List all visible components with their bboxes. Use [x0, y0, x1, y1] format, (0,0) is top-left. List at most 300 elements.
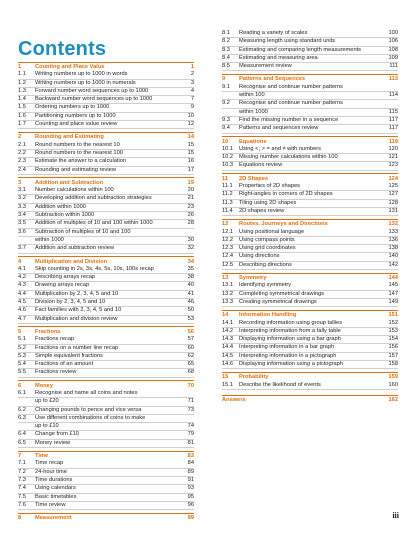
- toc-entry-page: 147: [388, 290, 398, 297]
- toc-section-row[interactable]: [222, 208, 398, 216]
- toc-section-row[interactable]: [222, 38, 398, 46]
- toc-entry-page: 89: [187, 468, 194, 475]
- toc-entry-title: Find the missing number in a sequence: [239, 116, 339, 123]
- toc-section-row[interactable]: [222, 63, 398, 71]
- toc-section-row[interactable]: [18, 187, 194, 195]
- toc-entry-title: Measurement review: [239, 63, 292, 70]
- toc-entry-title: Multiplication by 2, 3, 4, 5 and 10: [35, 290, 119, 297]
- toc-entry-title: Fractions recap: [35, 336, 75, 343]
- toc-entry-title: Rounding and estimating review: [35, 166, 116, 173]
- toc-entry-title: Recognise and name all coins and notes: [35, 389, 138, 396]
- toc-section-row[interactable]: [18, 336, 194, 344]
- toc-chapter-row[interactable]: [18, 380, 194, 390]
- toc-entry-number: 2.3: [18, 158, 26, 165]
- toc-entry-title: Partitioning numbers up to 1000: [35, 112, 116, 119]
- toc-entry-title: Reading a variety of scales: [239, 30, 308, 36]
- toc-entry-page: 35: [187, 265, 194, 272]
- toc-entry-title: Time: [35, 453, 49, 460]
- toc-entry-title: Round numbers to the nearest 10: [35, 141, 120, 148]
- toc-entry-title: Recognise and continue number patterns: [239, 100, 344, 107]
- toc-entry-title: Time review: [35, 501, 66, 508]
- toc-entry-number: 4: [18, 258, 22, 265]
- toc-entry-title: Tiling using 2D shapes: [239, 199, 297, 206]
- toc-entry-number: 4.1: [18, 265, 26, 272]
- toc-entry-title: 2D shapes review: [239, 207, 285, 214]
- toc-section-row[interactable]: [222, 84, 398, 92]
- toc-section-row[interactable]: [18, 282, 194, 290]
- toc-entry-title: Completing symmetrical drawings: [239, 290, 325, 297]
- toc-section-row[interactable]: [222, 229, 398, 237]
- toc-entry-number: 5.2: [18, 344, 26, 351]
- toc-entry-number: 3.1: [18, 187, 26, 194]
- toc-entry-title: Using positional language: [239, 228, 305, 235]
- toc-entry-number: 14: [222, 312, 229, 319]
- toc-entry-page: 28: [187, 220, 194, 227]
- toc-entry-page: 41: [187, 290, 194, 297]
- toc-entry-page: 149: [388, 298, 398, 305]
- toc-entry-title: Skip counting in 2s, 3s, 4s, 5s, 10s, 100s recap: [35, 265, 154, 272]
- toc-entry-number: 5.3: [18, 352, 26, 359]
- toc-section-row[interactable]: [18, 345, 194, 353]
- toc-entry-title: Addition and Subtraction: [35, 179, 103, 186]
- toc-entry-title: Symmetry: [239, 275, 267, 282]
- toc-section-row[interactable]: [222, 92, 398, 100]
- toc-section-row[interactable]: [18, 167, 194, 175]
- toc-section-row[interactable]: [222, 109, 398, 117]
- toc-entry-number: 2.1: [18, 141, 26, 148]
- toc-entry-number: 12.1: [222, 228, 234, 235]
- toc-chapter-row[interactable]: [222, 136, 398, 146]
- toc-entry-page: 113: [388, 76, 398, 83]
- toc-entry-page: 57: [187, 336, 194, 343]
- toc-entry-number: 1.7: [18, 121, 26, 128]
- toc-entry-number: 5.5: [18, 369, 26, 376]
- toc-section-row[interactable]: [18, 158, 194, 166]
- toc-entry-title: Counting and place value review: [35, 121, 118, 128]
- toc-entry-page: 4: [190, 87, 194, 94]
- toc-entry-page: 160: [388, 381, 398, 388]
- toc-section-row[interactable]: [222, 253, 398, 261]
- toc-entry-number: 12: [222, 221, 229, 228]
- toc-section-row[interactable]: [18, 469, 194, 477]
- toc-section-row[interactable]: [222, 191, 398, 199]
- toc-section-row[interactable]: [18, 220, 194, 228]
- toc-chapter-row[interactable]: [222, 74, 398, 84]
- toc-entry-title: Interpreting information from a tally table: [239, 327, 341, 334]
- toc-entry-number: 4.5: [18, 299, 26, 306]
- toc-section-row[interactable]: [18, 502, 194, 510]
- toc-chapter-row[interactable]: [222, 173, 398, 183]
- toc-entry-title: up to £10: [35, 423, 59, 430]
- toc-entry-title: Addition within 1000: [35, 203, 86, 210]
- toc-entry-page: 128: [388, 199, 398, 206]
- toc-entry-title: Fractions review: [35, 369, 77, 376]
- toc-entry-title: Time recap: [35, 460, 64, 467]
- toc-entry-number: 2.2: [18, 149, 26, 156]
- toc-entry-page: 30: [187, 236, 194, 243]
- toc-entry-title: Recognise and continue number patterns: [239, 83, 344, 90]
- toc-entry-number: 5: [18, 328, 22, 335]
- toc-section-row[interactable]: [18, 460, 194, 468]
- toc-entry-page: 119: [388, 138, 398, 145]
- toc-section-row[interactable]: [222, 245, 398, 253]
- toc-entry-title: Fractions: [35, 328, 61, 335]
- toc-entry-title: 2D Shapes: [239, 175, 269, 182]
- toc-section-row[interactable]: [18, 415, 194, 423]
- toc-answers-page: 162: [388, 397, 398, 404]
- toc-entry-title: Simple equivalent fractions: [35, 352, 103, 359]
- toc-entry-page: 117: [388, 116, 398, 123]
- toc-entry-page: 156: [388, 344, 398, 351]
- toc-entry-title: Measuring length using standard units: [239, 38, 336, 45]
- toc-entry-title: Identifying symmetry: [239, 282, 292, 289]
- toc-entry-number: 2.4: [18, 166, 26, 173]
- toc-entry-title: Forward number word sequences up to 1000: [35, 87, 149, 94]
- toc-entry-page: 125: [388, 183, 398, 190]
- toc-chapter-row[interactable]: [18, 326, 194, 336]
- toc-entry-number: 3.4: [18, 212, 26, 219]
- toc-entry-page: 50: [187, 307, 194, 314]
- toc-entry-page: 115: [388, 108, 398, 115]
- toc-entry-number: 6.1: [18, 389, 26, 396]
- toc-entry-number: 11.3: [222, 199, 233, 206]
- toc-section-row[interactable]: [222, 353, 398, 361]
- toc-entry-number: 8: [18, 515, 22, 522]
- toc-entry-page: 19: [187, 179, 194, 186]
- toc-entry-page: 152: [388, 319, 398, 326]
- toc-entry-number: 4.3: [18, 282, 26, 289]
- toc-entry-number: 6.3: [18, 414, 26, 421]
- toc-entry-title: Time durations: [35, 476, 73, 483]
- toc-section-row[interactable]: [222, 262, 398, 270]
- toc-entry-title: Round numbers to the nearest 100: [35, 149, 123, 156]
- toc-entry-number: 4.6: [18, 307, 26, 314]
- toc-entry-page: 60: [187, 344, 194, 351]
- toc-section-row[interactable]: [18, 195, 194, 203]
- toc-section-row[interactable]: [18, 431, 194, 439]
- toc-entry-page: 15: [187, 149, 194, 156]
- toc-section-row[interactable]: [18, 361, 194, 369]
- toc-entry-page: 53: [187, 315, 194, 322]
- toc-entry-page: 1: [190, 64, 194, 70]
- toc-entry-page: 17: [187, 166, 194, 173]
- page-title: Contents: [18, 38, 107, 60]
- toc-entry-title: within 100: [239, 92, 265, 99]
- toc-section-row[interactable]: [18, 407, 194, 415]
- toc-entry-number: 8.1: [222, 30, 230, 36]
- toc-section-row[interactable]: [222, 154, 398, 162]
- toc-entry-number: 14.4: [222, 344, 234, 351]
- toc-entry-number: 12.3: [222, 245, 234, 252]
- toc-entry-title: Estimating and measuring area: [239, 54, 318, 61]
- toc-entry-title: Addition of multiples of 10 and 100 within 1000: [35, 220, 153, 227]
- toc-entry-number: 10.3: [222, 162, 234, 169]
- toc-section-row[interactable]: [18, 266, 194, 274]
- toc-entry-title: Patterns and Sequences: [239, 76, 306, 83]
- toc-entry-page: 117: [388, 125, 398, 132]
- toc-chapter-row[interactable]: [18, 451, 194, 461]
- toc-entry-page: 114: [388, 92, 398, 99]
- toc-entry-number: 7.4: [18, 485, 26, 492]
- toc-entry-page: 124: [388, 175, 398, 182]
- toc-entry-page: 46: [187, 299, 194, 306]
- toc-section-row[interactable]: [18, 96, 194, 104]
- toc-section-row[interactable]: [222, 183, 398, 191]
- toc-section-row[interactable]: [18, 121, 194, 129]
- toc-entry-page: 121: [388, 154, 398, 161]
- toc-section-row[interactable]: [222, 336, 398, 344]
- toc-entry-page: 38: [187, 274, 194, 281]
- toc-section-row[interactable]: [18, 423, 194, 431]
- toc-chapter-row[interactable]: [222, 219, 398, 229]
- toc-entry-title: Number calculations within 100: [35, 187, 114, 194]
- toc-entry-number: 7.5: [18, 493, 26, 500]
- toc-section-row[interactable]: [18, 245, 194, 253]
- toc-chapter-row[interactable]: [222, 273, 398, 283]
- toc-entry-title: Changing pounds to pence and vice versa: [35, 406, 142, 413]
- toc-entry-number: 7.6: [18, 501, 26, 508]
- toc-entry-number: 2: [18, 134, 22, 141]
- toc-entry-number: 7: [18, 453, 22, 460]
- toc-section-row[interactable]: [18, 274, 194, 282]
- toc-entry-title: Money review: [35, 439, 71, 446]
- toc-entry-number: 6: [18, 382, 22, 389]
- toc-entry-number: 14.1: [222, 319, 234, 326]
- toc-entry-title: Money: [35, 382, 54, 389]
- toc-entry-title: 24-hour time: [35, 468, 67, 475]
- toc-entry-title: Describing directions: [239, 261, 292, 268]
- toc-entry-title: Change from £10: [35, 431, 79, 438]
- toc-section-row[interactable]: [222, 237, 398, 245]
- toc-entry-title: Subtraction within 1000: [35, 212, 95, 219]
- toc-entry-title: Using <, > = and ≠ with numbers: [239, 145, 321, 152]
- toc-section-row[interactable]: [222, 200, 398, 208]
- toc-entry-title: Interpreting information in a pictograph: [239, 352, 337, 359]
- toc-section-row[interactable]: [18, 353, 194, 361]
- toc-section-row[interactable]: [18, 237, 194, 245]
- toc-chapter-row[interactable]: [222, 310, 398, 320]
- toc-chapter-row[interactable]: [18, 256, 194, 266]
- toc-answers-row[interactable]: [222, 395, 398, 405]
- toc-section-row[interactable]: [18, 291, 194, 299]
- toc-section-row[interactable]: [18, 485, 194, 493]
- toc-entry-number: 13.2: [222, 290, 234, 297]
- toc-section-row[interactable]: [18, 390, 194, 398]
- toc-entry-number: 4.7: [18, 315, 26, 322]
- toc-entry-number: 12.5: [222, 261, 234, 268]
- toc-entry-title: Writing numbers up to 1000 in numerals: [35, 79, 136, 86]
- toc-entry-title: Fact families with 2, 3, 4, 5 and 10: [35, 307, 122, 314]
- toc-entry-title: Fractions on a number line recap: [35, 344, 119, 351]
- toc-entry-number: 3.5: [18, 220, 26, 227]
- toc-section-row[interactable]: [18, 204, 194, 212]
- toc-entry-number: 3.3: [18, 203, 26, 210]
- toc-entry-number: 1.3: [18, 87, 26, 94]
- toc-entry-number: 7.3: [18, 476, 26, 483]
- toc-section-row[interactable]: [222, 361, 398, 369]
- toc-section-row[interactable]: [222, 125, 398, 133]
- toc-section-row[interactable]: [18, 494, 194, 502]
- toc-entry-title: Counting and Place Value: [35, 64, 105, 70]
- toc-entry-page: 21: [187, 195, 194, 202]
- toc-entry-title: Equations: [239, 138, 267, 145]
- toc-entry-number: 4.4: [18, 290, 26, 297]
- toc-entry-title: Using grid coordinates: [239, 245, 296, 252]
- toc-section-row[interactable]: [222, 328, 398, 336]
- toc-section-row[interactable]: [18, 212, 194, 220]
- toc-section-row[interactable]: [18, 477, 194, 485]
- toc-entry-page: 138: [388, 245, 398, 252]
- toc-chapter-row[interactable]: [18, 132, 194, 142]
- toc-section-row[interactable]: [18, 71, 194, 79]
- toc-entry-number: 3.7: [18, 245, 26, 252]
- toc-entry-title: Writing numbers up to 1000 in words: [35, 71, 128, 78]
- toc-entry-page: 7: [190, 96, 194, 103]
- toc-entry-number: 10: [222, 138, 229, 145]
- toc-entry-number: 12.2: [222, 236, 234, 243]
- toc-entry-number: 15.1: [222, 381, 234, 388]
- toc-entry-number: 1.4: [18, 96, 26, 103]
- toc-entry-number: 10.2: [222, 154, 234, 161]
- toc-entry-title: Using calendars: [35, 485, 76, 492]
- toc-section-row[interactable]: [18, 104, 194, 112]
- toc-section-row[interactable]: [18, 229, 194, 237]
- toc-entry-number: 13.1: [222, 282, 234, 289]
- toc-entry-title: Using directions: [239, 253, 280, 260]
- toc-entry-page: 93: [187, 485, 194, 492]
- toc-entry-number: 13: [222, 275, 229, 282]
- toc-entry-title: up to £20: [35, 398, 59, 405]
- toc-section-row[interactable]: [222, 162, 398, 170]
- toc-section-row[interactable]: [18, 440, 194, 448]
- toc-entry-page: 136: [388, 236, 398, 243]
- toc-entry-number: 3.6: [18, 228, 26, 235]
- toc-entry-title: Multiplication and Division: [35, 258, 108, 265]
- toc-chapter-row[interactable]: [222, 372, 398, 382]
- toc-entry-number: 14.2: [222, 327, 234, 334]
- toc-entry-number: 1: [18, 64, 22, 70]
- toc-section-row[interactable]: [18, 307, 194, 315]
- toc-entry-title: Patterns and sequences review: [239, 125, 319, 132]
- toc-entry-page: 158: [388, 360, 398, 367]
- toc-entry-page: 120: [388, 145, 398, 152]
- toc-entry-page: 40: [187, 282, 194, 289]
- toc-entry-number: 15: [222, 374, 229, 381]
- toc-section-row[interactable]: [222, 47, 398, 55]
- toc-entry-page: 73: [187, 406, 194, 413]
- toc-entry-page: 70: [187, 382, 194, 389]
- toc-entry-number: 8.5: [222, 63, 230, 70]
- toc-entry-page: 127: [388, 191, 398, 198]
- toc-section-row[interactable]: [222, 320, 398, 328]
- toc-section-row[interactable]: [18, 316, 194, 324]
- toc-entry-title: Estimate the answer to a calculation: [35, 158, 127, 165]
- toc-entry-number: 11.1: [222, 183, 233, 190]
- toc-entry-title: Displaying information using a bar graph: [239, 336, 341, 343]
- toc-section-row[interactable]: [222, 117, 398, 125]
- toc-entry-title: Displaying information using a pictograph: [239, 360, 344, 367]
- toc-section-row[interactable]: [222, 344, 398, 352]
- toc-section-row[interactable]: [222, 299, 398, 307]
- toc-entry-number: 8.2: [222, 38, 230, 45]
- toc-entry-number: 14.3: [222, 336, 234, 343]
- toc-entry-title: Recording information using group tallies: [239, 319, 343, 326]
- toc-entry-page: 34: [187, 258, 194, 265]
- toc-entry-number: 9.3: [222, 116, 230, 123]
- toc-entry-number: 10.1: [222, 145, 234, 152]
- toc-entry-page: 68: [187, 369, 194, 376]
- toc-entry-title: Describe the likelihood of events: [239, 381, 321, 388]
- toc-entry-title: Describing arrays recap: [35, 274, 96, 281]
- toc-entry-number: 7.1: [18, 460, 26, 467]
- toc-entry-number: 14.6: [222, 360, 234, 367]
- toc-entry-number: 12.4: [222, 253, 234, 260]
- toc-section-row[interactable]: [18, 299, 194, 307]
- toc-section-row[interactable]: [18, 88, 194, 96]
- toc-entry-number: 6.5: [18, 439, 26, 446]
- toc-section-row[interactable]: [18, 80, 194, 88]
- toc-entry-page: 83: [187, 453, 194, 460]
- toc-answers-label: Answers: [222, 397, 246, 404]
- toc-chapter-row[interactable]: [18, 177, 194, 187]
- toc-chapter-row[interactable]: [18, 513, 194, 523]
- toc-entry-title: Using compass points: [239, 236, 295, 243]
- toc-entry-page: 100: [388, 30, 398, 36]
- toc-section-row[interactable]: [222, 100, 398, 108]
- toc-entry-page: 145: [388, 282, 398, 289]
- toc-entry-page: 14: [187, 134, 194, 141]
- toc-section-row[interactable]: [222, 146, 398, 154]
- toc-section-row[interactable]: [18, 142, 194, 150]
- toc-section-row[interactable]: [18, 398, 194, 406]
- toc-entry-page: 84: [187, 460, 194, 467]
- toc-section-row[interactable]: [222, 382, 398, 390]
- toc-entry-page: 81: [187, 439, 194, 446]
- toc-section-row[interactable]: [222, 291, 398, 299]
- toc-entry-page: 133: [388, 228, 398, 235]
- toc-section-row[interactable]: [222, 55, 398, 63]
- toc-entry-number: 1.6: [18, 112, 26, 119]
- toc-section-row[interactable]: [222, 30, 398, 38]
- toc-entry-title: Subtraction of multiples of 10 and 100: [35, 228, 131, 235]
- toc-entry-page: 10: [187, 112, 194, 119]
- toc-entry-title: Probability: [239, 374, 269, 381]
- toc-chapter-row[interactable]: [18, 62, 194, 72]
- toc-entry-number: 5.4: [18, 361, 26, 368]
- toc-entry-number: 14.5: [222, 352, 234, 359]
- toc-entry-page: 20: [187, 187, 194, 194]
- toc-section-row[interactable]: [18, 369, 194, 377]
- toc-entry-number: 1.2: [18, 79, 26, 86]
- toc-entry-page: 3: [190, 79, 194, 86]
- toc-section-row[interactable]: [18, 113, 194, 121]
- toc-entry-page: 140: [388, 253, 398, 260]
- toc-entry-title: within 1000: [35, 236, 64, 243]
- toc-entry-page: 9: [190, 104, 194, 111]
- toc-entry-number: 9.4: [222, 125, 230, 132]
- toc-section-row[interactable]: [222, 282, 398, 290]
- toc-entry-page: 109: [388, 54, 398, 61]
- toc-entry-page: 151: [388, 312, 398, 319]
- toc-entry-page: 123: [388, 162, 398, 169]
- toc-entry-number: 1.1: [18, 71, 26, 78]
- toc-left-column: [18, 59, 194, 522]
- toc-entry-page: 32: [187, 245, 194, 252]
- toc-section-row[interactable]: [18, 150, 194, 158]
- toc-entry-title: Equations review: [239, 162, 283, 169]
- toc-entry-title: Ordering numbers up to 1000: [35, 104, 110, 111]
- toc-entry-page: 108: [388, 46, 398, 53]
